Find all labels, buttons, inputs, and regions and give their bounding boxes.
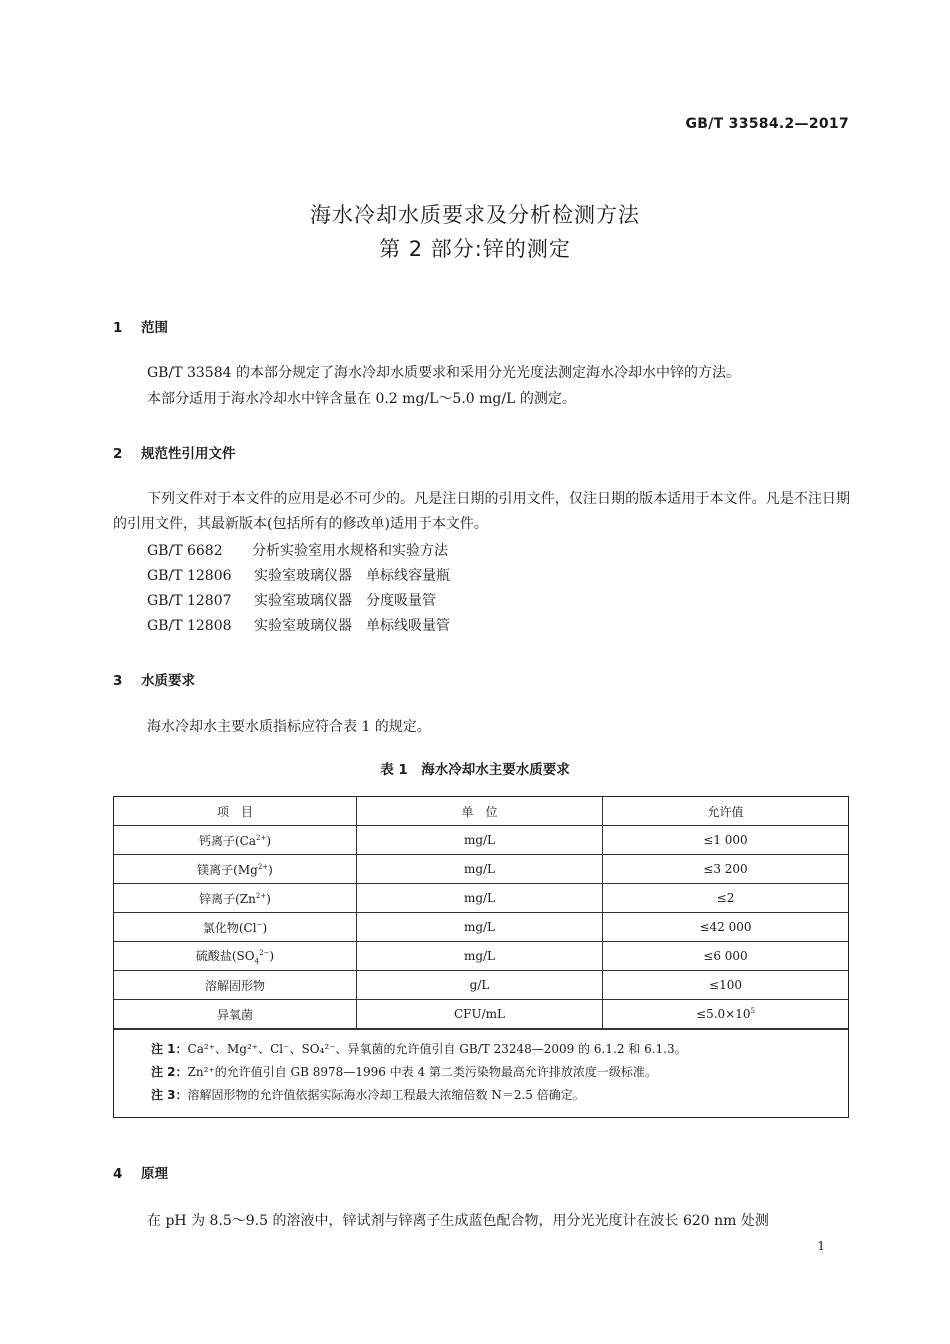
- unit-cell: mg/L: [357, 826, 603, 855]
- reference-code: GB/T 12807: [147, 593, 232, 609]
- value-cell: ≤1 000: [603, 826, 849, 855]
- table-note: 注 1：Ca²⁺、Mg²⁺、Cl⁻、SO₄²⁻、异氧菌的允许值引自 GB/T 23248—2009 的 6.1.2 和 6.1.3。: [151, 1042, 687, 1056]
- paragraph: 本部分适用于海水冷却水中锌含量在 0.2 mg/L～5.0 mg/L 的测定。: [147, 391, 576, 407]
- reference-code: GB/T 6682: [147, 543, 223, 559]
- reference-name: 实验室玻璃仪器 单标线吸量管: [254, 618, 450, 634]
- item-cell: 异氧菌: [114, 1000, 357, 1029]
- value-cell: ≤3 200: [603, 855, 849, 884]
- section-heading-normative-references: [113, 442, 236, 462]
- unit-cell: CFU/mL: [357, 1000, 603, 1029]
- document-subtitle: 第 2 部分:锌的测定: [379, 237, 571, 261]
- reference-code: GB/T 12808: [147, 618, 232, 634]
- section-title: 水质要求: [141, 673, 195, 689]
- column-header: 项 目: [114, 797, 357, 826]
- table-row: [114, 855, 848, 884]
- column-header: 单 位: [357, 797, 603, 826]
- section-title: 原理: [141, 1166, 168, 1182]
- table-row: [114, 942, 848, 971]
- value-cell: ≤42 000: [603, 913, 849, 942]
- paragraph: 海水冷却水主要水质指标应符合表 1 的规定。: [147, 719, 431, 735]
- page-number: 1: [817, 1239, 825, 1253]
- section-number: 1: [113, 320, 123, 336]
- item-cell: 氯化物(Cl−): [114, 913, 357, 942]
- value-cell: ≤6 000: [603, 942, 849, 971]
- standard-code: GB/T 33584.2—2017: [685, 116, 849, 132]
- section-heading-water-quality: [113, 669, 195, 689]
- water-quality-table: [113, 796, 849, 1118]
- section-title: 规范性引用文件: [141, 446, 236, 462]
- table-header-row: [114, 797, 848, 826]
- reference-name: 分析实验室用水规格和实验方法: [252, 543, 448, 559]
- unit-cell: mg/L: [357, 855, 603, 884]
- value-cell: ≤2: [603, 884, 849, 913]
- value-cell: ≤100: [603, 971, 849, 1000]
- reference-item: [147, 615, 450, 635]
- item-cell: 镁离子$(Mg^{2+})$: [114, 855, 357, 884]
- item-cell: 溶解固形物: [114, 971, 357, 1000]
- item-cell: 锌离子$(Zn^{2+})$: [114, 884, 357, 913]
- table-caption: 表 1 海水冷却水主要水质要求: [380, 762, 570, 778]
- reference-item: [147, 590, 436, 610]
- table-note: 注 2：Zn²⁺的允许值引自 GB 8978—1996 中表 4 第二类污染物最高允许排放浓度一级标准。: [151, 1065, 657, 1079]
- unit-cell: mg/L: [357, 884, 603, 913]
- table-row: [114, 913, 848, 942]
- reference-item: [147, 565, 450, 585]
- column-header: 允许值: [603, 797, 849, 826]
- reference-code: GB/T 12806: [147, 568, 232, 584]
- section-heading-principle: [113, 1162, 168, 1182]
- section-number: 3: [113, 673, 123, 689]
- paragraph: 下列文件对于本文件的应用是必不可少的。凡是注日期的引用文件，仅注日期的版本适用于本文件。凡是不注日期的引用文件，其最新版本(包括所有的修改单)适用于本文件。: [113, 491, 850, 532]
- item-cell: 硫酸盐$(SO_4^{2-})$: [114, 942, 357, 971]
- value-cell: $\le 5.0\times 10^5$: [603, 1000, 849, 1029]
- unit-cell: mg/L: [357, 913, 603, 942]
- reference-name: 实验室玻璃仪器 单标线容量瓶: [254, 568, 450, 584]
- table-note: 注 3：溶解固形物的允许值依据实际海水冷却工程最大浓缩倍数 N＝2.5 倍确定。: [151, 1088, 585, 1102]
- section-heading-scope: [113, 316, 168, 336]
- unit-cell: mg/L: [357, 942, 603, 971]
- table-row: [114, 826, 848, 855]
- section-number: 4: [113, 1166, 123, 1182]
- section-title: 范围: [141, 320, 168, 336]
- paragraph: 在 pH 为 8.5～9.5 的溶液中，锌试剂与锌离子生成蓝色配合物，用分光光度计在波长 620 nm 处测: [147, 1213, 769, 1229]
- table-row: [114, 1000, 848, 1029]
- table-notes: [114, 1029, 848, 1117]
- reference-name: 实验室玻璃仪器 分度吸量管: [254, 593, 436, 609]
- paragraph: GB/T 33584 的本部分规定了海水冷却水质要求和采用分光光度法测定海水冷却水中锌的方法。: [147, 365, 740, 381]
- table-row: [114, 884, 848, 913]
- reference-item: [147, 540, 448, 560]
- unit-cell: g/L: [357, 971, 603, 1000]
- document-title: 海水冷却水质要求及分析检测方法: [310, 203, 640, 227]
- table-row: [114, 971, 848, 1000]
- item-cell: 钙离子$(Ca^{2+})$: [114, 826, 357, 855]
- section-number: 2: [113, 446, 123, 462]
